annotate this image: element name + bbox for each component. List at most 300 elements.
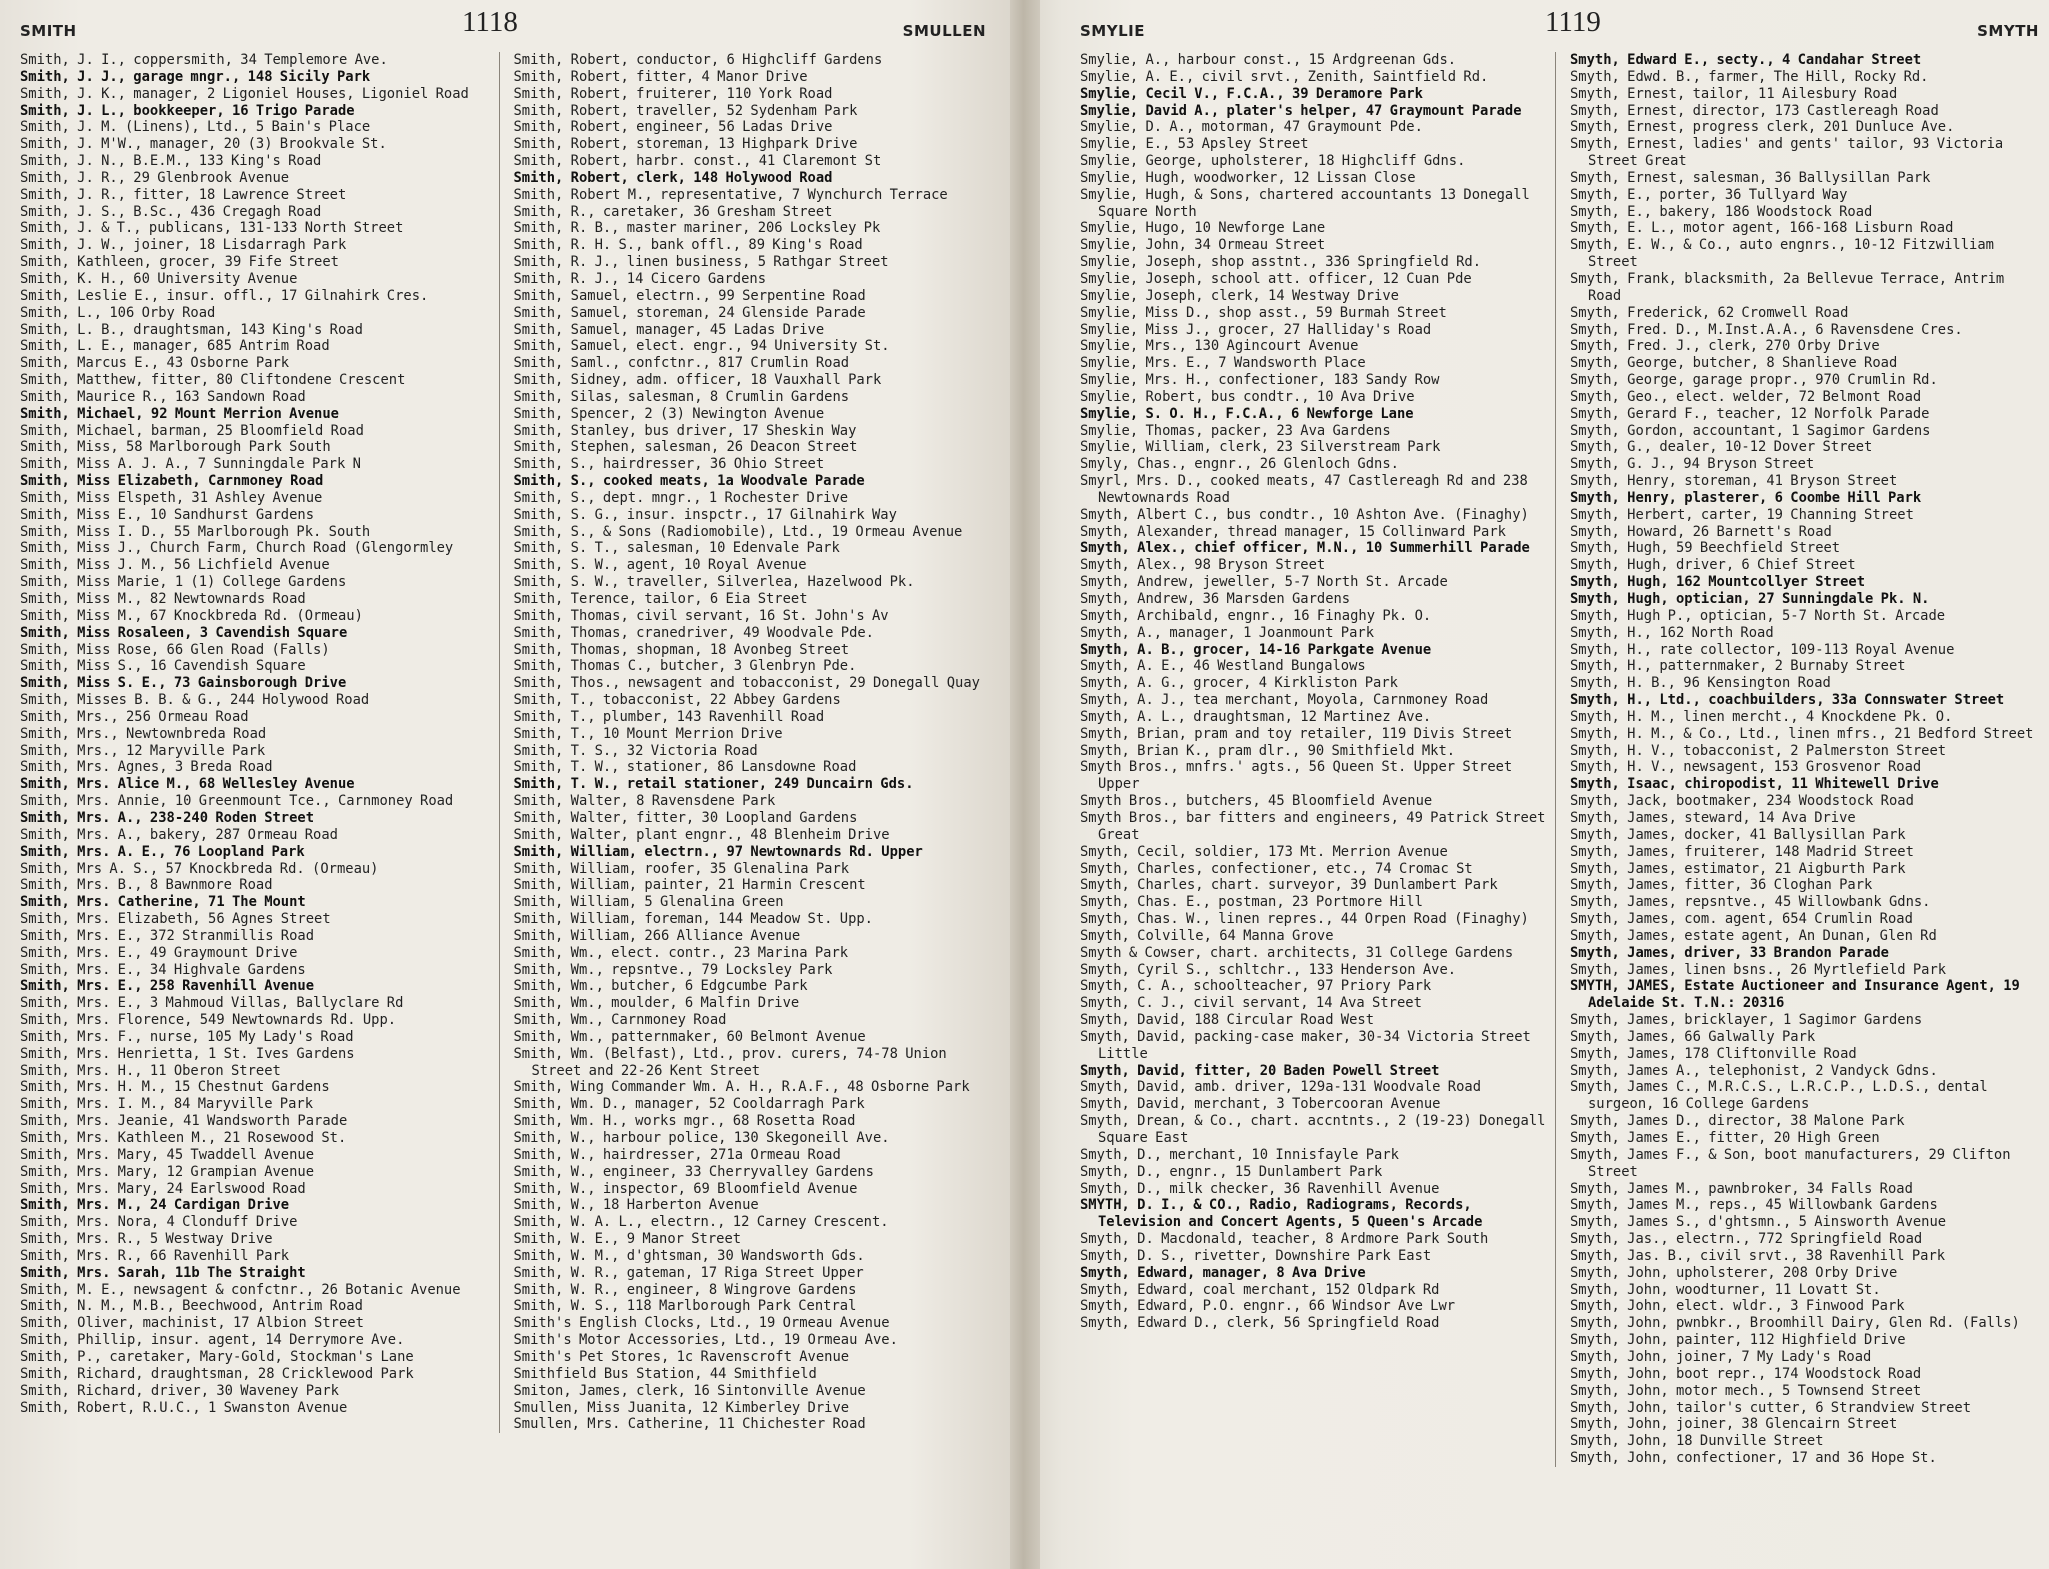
directory-entry: Smith, Mrs. Mary, 45 Twaddell Avenue (20, 1146, 315, 1163)
directory-entry: Smyth, H., rate collector, 109-113 Royal Avenue (1570, 641, 1955, 658)
directory-entry: Smullen, Mrs. Catherine, 11 Chichester Road (513, 1416, 866, 1433)
directory-entry: Smith, Marcus E., 43 Osborne Park (20, 355, 290, 372)
directory-entry: Smyth, Jack, bootmaker, 234 Woodstock Road (1570, 793, 1914, 810)
directory-entry: Smyth, David, amb. driver, 129a-131 Woodvale Road (1080, 1079, 1482, 1096)
directory-entry: Smith, Matthew, fitter, 80 Cliftondene Crescent (20, 372, 406, 389)
directory-entry: Smith, W. E., 9 Manor Street (513, 1231, 742, 1248)
directory-entry: Smyth, C. J., civil servant, 14 Ava Street (1080, 995, 1422, 1012)
directory-entry: Smith, J. R., fitter, 18 Lawrence Street (20, 186, 347, 203)
directory-entry: Smylie, Thomas, packer, 23 Ava Gardens (1080, 422, 1391, 439)
directory-entry: Smith, Wm. (Belfast), Ltd., prov. curers, 74-78 Union Street and 22-26 Kent Street (513, 1045, 947, 1079)
directory-entry: Smith, L. B., draughtsman, 143 King's Road (20, 321, 363, 338)
directory-entry: Smith, Thomas, civil servant, 16 St. John's Av (513, 607, 889, 624)
directory-entry: Smyth, Edward, manager, 8 Ava Drive (1080, 1264, 1366, 1281)
directory-entry: Smith, Michael, 92 Mount Merrion Avenue (20, 405, 339, 422)
directory-entry: Smith, Mrs. Mary, 24 Earlswood Road (20, 1180, 306, 1197)
directory-entry: Smylie, Mrs. E., 7 Wandsworth Place (1080, 355, 1366, 372)
directory-entry: Smith, Miss M., 82 Newtownards Road (20, 591, 306, 607)
directory-entry: Smyth, James A., telephonist, 2 Vandyck Gdns. (1570, 1062, 1938, 1079)
directory-entry: Smyth, H. M., & Co., Ltd., linen mfrs., 21 Bedford Street (1570, 725, 2034, 742)
directory-entry: Smith, Miss J., Church Farm, Church Road (Glengormley (20, 540, 454, 557)
directory-entry: Smyth, H. M., linen mercht., 4 Knockdene Pk. O. (1570, 708, 1953, 725)
directory-entry: Smith, Saml., confctnr., 817 Crumlin Road (513, 355, 850, 372)
directory-entry: Smyth, Edward, P.O. engnr., 66 Windsor Ave Lwr (1080, 1298, 1456, 1315)
directory-entry: Smith, Mrs. E., 49 Graymount Drive (20, 944, 298, 961)
directory-entry: Smyth, Frank, blacksmith, 2a Bellevue Terrace, Antrim Road (1570, 270, 2005, 304)
directory-entry: Smyth, Hugh, driver, 6 Chief Street (1570, 557, 1856, 574)
directory-entry: Smith, Robert, engineer, 56 Ladas Drive (513, 119, 833, 136)
directory-entry: Smyth, G. J., 94 Bryson Street (1570, 456, 1815, 473)
directory-entry: Smith, Robert, traveller, 52 Sydenham Park (513, 102, 858, 119)
directory-entry: SMYTH, JAMES, Estate Auctioneer and Insurance Agent, 19 Adelaide St. T.N.: 20316 (1570, 978, 2020, 1012)
directory-entry: Smith, Mrs. B., 8 Bawnmore Road (20, 877, 273, 894)
directory-entry: Smyth, James, linen bsns., 26 Myrtlefield Park (1570, 961, 1947, 978)
directory-entry: Smith, Mrs., Newtownbreda Road (20, 725, 267, 742)
directory-entry: Smith, Wm. D., manager, 52 Cooldarragh Park (513, 1096, 865, 1113)
directory-entry: Smyth, D., engnr., 15 Dunlambert Park (1080, 1163, 1383, 1180)
directory-entry: Smith, Mrs. Agnes, 3 Breda Road (20, 759, 273, 776)
directory-entry: Smylie, Hugh, woodworker, 12 Lissan Close (1080, 169, 1416, 186)
directory-entry: Smith, Miss Elspeth, 31 Ashley Avenue (20, 489, 323, 506)
directory-entry: Smyth, E. L., motor agent, 166-168 Lisburn Road (1570, 220, 1954, 237)
directory-entry: Smith, Mrs. R., 5 Westway Drive (20, 1231, 273, 1248)
directory-entry: Smylie, A., harbour const., 15 Ardgreenan Gds. (1080, 52, 1457, 68)
directory-entry: Smith, T., 10 Mount Merrion Drive (513, 725, 783, 742)
directory-entry: Smith, T. W., retail stationer, 249 Duncairn Gds. (513, 776, 914, 793)
directory-entry: Smyth, G., dealer, 10-12 Dover Street (1570, 439, 1873, 456)
directory-entry: Smyth, James, 66 Galwally Park (1570, 1028, 1816, 1045)
directory-entry: Smyth, A. E., 46 Westland Bungalows (1080, 658, 1366, 675)
directory-entry: Smyth, Charles, chart. surveyor, 39 Dunlambert Park (1080, 877, 1498, 894)
directory-entry: Smith, J. R., 29 Glenbrook Avenue (20, 169, 290, 186)
directory-entry: Smith, T., plumber, 143 Ravenhill Road (513, 708, 825, 725)
directory-entry: Smith's Motor Accessories, Ltd., 19 Ormeau Ave. (513, 1332, 898, 1349)
directory-entry: Smith, T. W., stationer, 86 Lansdowne Road (513, 759, 857, 776)
directory-entry: Smyth, James, fruiterer, 148 Madrid Street (1570, 843, 1914, 860)
directory-entry: Smyth, James C., M.R.C.S., L.R.C.P., L.D.S., dental surgeon, 16 College Gardens (1570, 1079, 1988, 1113)
header-right-guide: SMULLEN (902, 22, 986, 40)
directory-entry: Smyth, John, motor mech., 5 Townsend Street (1570, 1382, 1922, 1399)
directory-entry: Smith, S., cooked meats, 1a Woodvale Parade (513, 473, 865, 490)
directory-entry: Smyth, James, steward, 14 Ava Drive (1570, 809, 1856, 826)
directory-entry: Smith, Miss S., 16 Cavendish Square (20, 658, 306, 675)
directory-entry: Smith, Mrs. E., 258 Ravenhill Avenue (20, 978, 315, 995)
directory-entry: Smyth, D., merchant, 10 Innisfayle Park (1080, 1146, 1399, 1163)
directory-entry: Smith, Miss S. E., 73 Gainsborough Drive (20, 675, 347, 692)
page-header (20, 6, 986, 52)
directory-entry: Smylie, John, 34 Ormeau Street (1080, 237, 1326, 254)
directory-entry: Smith, Mrs. F., nurse, 105 My Lady's Road (20, 1028, 354, 1045)
directory-entry: Smyth, Hugh P., optician, 5-7 North St. Arcade (1570, 607, 1946, 624)
directory-entry: Smith, Wm., repsntve., 79 Locksley Park (513, 961, 833, 978)
directory-entry: Smyth, Charles, confectioner, etc., 74 Cromac St (1080, 860, 1473, 877)
directory-entry: Smith, W., engineer, 33 Cherryvalley Gardens (513, 1163, 874, 1180)
directory-entry: Smith, William, roofer, 35 Glenalina Park (513, 860, 850, 877)
directory-entry: Smyrl, Mrs. D., cooked meats, 47 Castlereagh Rd and 238 Newtownards Road (1080, 473, 1528, 506)
directory-entry: Smith, Mrs. Alice M., 68 Wellesley Avenue (20, 776, 355, 793)
directory-entry: Smyth, E., porter, 36 Tullyard Way (1570, 186, 1848, 203)
directory-entry: Smyth, E., bakery, 186 Woodstock Road (1570, 203, 1873, 220)
directory-entry: Smyth, C. A., schoolteacher, 97 Priory Park (1080, 978, 1432, 995)
directory-entry: Smyth, James, com. agent, 654 Crumlin Road (1570, 911, 1913, 928)
directory-entry: Smith, Samuel, elect. engr., 94 University St. (513, 338, 890, 355)
directory-entry: Smith, Maurice R., 163 Sandown Road (20, 388, 306, 405)
directory-entry: Smyth, Jas. B., civil srvt., 38 Ravenhill Park (1570, 1247, 1946, 1264)
directory-entry: Smyth, Alex., chief officer, M.N., 10 Summerhill Parade (1080, 540, 1530, 557)
directory-entry: Smyth, Ernest, salesman, 36 Ballysillan Park (1570, 169, 1931, 186)
directory-entry: Smith, Mrs. Mary, 12 Grampian Avenue (20, 1163, 315, 1180)
directory-entry: Smyth, David, merchant, 3 Tobercooran Avenue (1080, 1096, 1441, 1113)
column-1 (20, 52, 500, 1433)
directory-entry: Smith, Mrs. E., 34 Highvale Gardens (20, 961, 306, 978)
directory-entry: Smith, Oliver, machinist, 17 Albion Street (20, 1315, 364, 1332)
directory-entry: Smith, S., dept. mngr., 1 Rochester Drive (513, 489, 849, 506)
page-right (1010, 0, 2049, 1569)
directory-entry: Smyth, Ernest, ladies' and gents' tailor, 93 Victoria Street Great (1570, 136, 2004, 170)
directory-entry: Smith, Mrs. Sarah, 11b The Straight (20, 1264, 306, 1281)
directory-entry: Smyth, Hugh, 59 Beechfield Street (1570, 540, 1841, 557)
directory-entry: Smith, Mrs. Kathleen M., 21 Rosewood St. (20, 1130, 347, 1146)
directory-entry: Smyth, Ernest, tailor, 11 Ailesbury Road (1570, 85, 1898, 102)
directory-entry: Smith, Thomas, cranedriver, 49 Woodvale Pde. (513, 624, 874, 641)
directory-entry: Smith, R. J., linen business, 5 Rathgar Street (513, 254, 889, 271)
directory-entry: SMYTH, D. I., & CO., Radio, Radiograms, Records, Television and Concert Agents, 5 Queen's Arcade (1080, 1197, 1483, 1231)
directory-entry: Smyth, D., milk checker, 36 Ravenhill Avenue (1080, 1180, 1440, 1197)
directory-entry: Smith, W. A. L., electrn., 12 Carney Crescent. (513, 1214, 889, 1231)
page-number: 1118 (462, 6, 518, 38)
directory-entry: Smyth, James E., fitter, 20 High Green (1570, 1130, 1880, 1146)
directory-entry: Smyth, James M., pawnbroker, 34 Falls Road (1570, 1180, 1913, 1197)
directory-entry: Smylie, Hugh, & Sons, chartered accountants 13 Donegall Square North (1080, 186, 1530, 220)
directory-entry: Smith, J. M'W., manager, 20 (3) Brookvale St. (20, 136, 387, 153)
directory-entry: Smith, Mrs. Henrietta, 1 St. Ives Gardens (20, 1045, 355, 1062)
directory-entry: Smith, Miss, 58 Marlborough Park South (20, 439, 331, 456)
directory-entry: Smyth, John, elect. wldr., 3 Finwood Park (1570, 1298, 1905, 1315)
directory-entry: Smyth, Cecil, soldier, 173 Mt. Merrion Avenue (1080, 843, 1448, 860)
directory-entry: Smith, J. I., coppersmith, 34 Templemore Ave. (20, 52, 388, 68)
directory-entry: Smyth, Edward D., clerk, 56 Springfield Road (1080, 1315, 1440, 1332)
directory-entry: Smyth, James, estate agent, An Dunan, Glen Rd (1570, 927, 1937, 944)
directory-entry: Smith, Mrs. Elizabeth, 56 Agnes Street (20, 911, 331, 928)
directory-entry: Smyth, A. J., tea merchant, Moyola, Carnmoney Road (1080, 692, 1489, 709)
directory-entry: Smyth, James, bricklayer, 1 Sagimor Gardens (1570, 1012, 1923, 1029)
directory-entry: Smith, Walter, fitter, 30 Loopland Gardens (513, 809, 858, 826)
directory-entry: Smyth, David, 188 Circular Road West (1080, 1012, 1375, 1029)
directory-entry: Smith, Miss Rosaleen, 3 Cavendish Square (20, 624, 348, 641)
directory-entry: Smyth, Edward, coal merchant, 152 Oldpark Rd (1080, 1281, 1440, 1298)
directory-entry: Smyth, James, docker, 41 Ballysillan Park (1570, 826, 1906, 843)
directory-entry: Smyth, Albert C., bus condtr., 10 Ashton Ave. (Finaghy) (1080, 506, 1529, 523)
directory-entry: Smylie, Joseph, shop asstnt., 336 Springfield Rd. (1080, 254, 1482, 271)
directory-entry: Smith, W. R., gateman, 17 Riga Street Upper (513, 1264, 864, 1281)
directory-entry: Smyth, Edwd. B., farmer, The Hill, Rocky Rd. (1570, 68, 1929, 85)
directory-entry: Smyth, James F., & Son, boot manufacturers, 29 Clifton Street (1570, 1146, 2011, 1180)
directory-entry: Smylie, A. E., civil srvt., Zenith, Saintfield Rd. (1080, 68, 1489, 85)
directory-entry: Smyth, Herbert, carter, 19 Channing Street (1570, 506, 1914, 523)
directory-entry: Smith, T. S., 32 Victoria Road (513, 742, 758, 759)
directory-entry: Smith, S., hairdresser, 36 Ohio Street (513, 456, 825, 473)
directory-entry: Smyth, Chas. E., postman, 23 Portmore Hill (1080, 894, 1423, 911)
directory-entry: Smith, S. W., agent, 10 Royal Avenue (513, 557, 807, 574)
directory-entry: Smylie, Hugo, 10 Newforge Lane (1080, 220, 1326, 237)
directory-entry: Smith, Robert, fruiterer, 110 York Road (513, 85, 833, 102)
directory-entry: Smith, J. W., joiner, 18 Lisdarragh Park (20, 237, 347, 254)
directory-entry: Smith, Mrs. Annie, 10 Greenmount Tce., Carnmoney Road (20, 793, 454, 810)
directory-entry: Smyth, James, fitter, 36 Cloghan Park (1570, 877, 1873, 894)
directory-entry: Smyth, H., patternmaker, 2 Burnaby Street (1570, 658, 1906, 675)
directory-entry: Smith, J. L., bookkeeper, 16 Trigo Parade (20, 102, 355, 119)
directory-entry: Smith, W. M., d'ghtsman, 30 Wandsworth Gds. (513, 1247, 865, 1264)
directory-entry: Smith, Mrs. H., 11 Oberon Street (20, 1062, 281, 1079)
directory-entry: Smith, R. H. S., bank offl., 89 King's Road (513, 237, 863, 254)
directory-entry: Smith, Mrs. Florence, 549 Newtownards Rd. Upp. (20, 1012, 397, 1029)
directory-entry: Smith's Pet Stores, 1c Ravenscroft Avenue (513, 1348, 850, 1365)
directory-entry: Smyth, James S., d'ghtsmn., 5 Ainsworth Avenue (1570, 1214, 1947, 1231)
directory-entry: Smith, Leslie E., insur. offl., 17 Gilnahirk Cres. (20, 287, 429, 304)
directory-entry: Smith, Mrs. Jeanie, 41 Wandsworth Parade (20, 1113, 348, 1130)
column-2 (514, 52, 987, 1433)
directory-entry: Smyth Bros., bar fitters and engineers, 49 Patrick Street Great (1080, 809, 1546, 843)
directory-entry: Smyth, H., Ltd., coachbuilders, 33a Connswater Street (1570, 692, 2005, 709)
directory-entry: Smith, Wm. H., works mgr., 68 Rosetta Road (513, 1113, 856, 1130)
header-left-guide: SMYLIE (1080, 22, 1145, 40)
directory-entry: Smith, Mrs. E., 3 Mahmoud Villas, Ballyclare Rd (20, 995, 404, 1012)
page-left (0, 0, 1010, 1569)
directory-entry: Smith, Miss J. M., 56 Lichfield Avenue (20, 557, 330, 574)
directory-entry: Smith, Thomas C., butcher, 3 Glenbryn Pde. (513, 658, 857, 675)
directory-entry: Smyth, Brian K., pram dlr., 90 Smithfield Mkt. (1080, 742, 1456, 759)
directory-entry: Smith, Misses B. B. & G., 244 Holywood Road (20, 692, 370, 709)
directory-entry: Smith, R., caretaker, 36 Gresham Street (513, 203, 833, 220)
directory-entry: Smyth, Gordon, accountant, 1 Sagimor Gardens (1570, 422, 1931, 439)
directory-entry: Smith, Wm., elect. contr., 23 Marina Park (513, 944, 849, 961)
directory-entry: Smith, Miss A. J. A., 7 Sunningdale Park N (20, 456, 361, 473)
directory-entry: Smith, William, foreman, 144 Meadow St. Upp. (513, 911, 873, 928)
directory-entry: Smith, Mrs A. S., 57 Knockbreda Rd. (Ormeau) (20, 860, 379, 877)
directory-entry: Smyth, Henry, plasterer, 6 Coombe Hill Park (1570, 489, 1922, 506)
header-left-guide: SMITH (20, 22, 77, 40)
directory-entry: Smith, J. K., manager, 2 Ligoniel Houses, Ligoniel Road (20, 85, 469, 102)
directory-entry: Smith, Mrs. A., bakery, 287 Ormeau Road (20, 826, 338, 843)
directory-entry: Smith, Miss Rose, 66 Glen Road (Falls) (20, 641, 330, 658)
directory-entry: Smith, Robert, conductor, 6 Highcliff Gardens (513, 52, 883, 68)
directory-entry: Smith, Thos., newsagent and tobacconist, 29 Donegall Quay (513, 675, 980, 692)
directory-entry: Smyth, Jas., electrn., 772 Springfield Road (1570, 1231, 1923, 1248)
directory-entry: Smyth, John, joiner, 38 Glencairn Street (1570, 1416, 1898, 1433)
directory-entry: Smith, S., & Sons (Radiomobile), Ltd., 19 Ormeau Avenue (513, 523, 963, 540)
directory-entry: Smyth, Isaac, chiropodist, 11 Whitewell Drive (1570, 776, 1939, 793)
directory-entry: Smyth, A. L., draughtsman, 12 Martinez Ave. (1080, 708, 1432, 725)
directory-entry: Smyth, H. V., tobacconist, 2 Palmerston Street (1570, 742, 1947, 759)
directory-entry: Smithfield Bus Station, 44 Smithfield (513, 1365, 817, 1382)
directory-entry: Smylie, Robert, bus condtr., 10 Ava Drive (1080, 388, 1415, 405)
directory-entry: Smyth, Archibald, engnr., 16 Finaghy Pk. O. (1080, 607, 1432, 624)
directory-entry: Smyth, Hugh, optician, 27 Sunningdale Pk. N. (1570, 591, 1930, 607)
directory-entry: Smith, Mrs. M., 24 Cardigan Drive (20, 1197, 290, 1214)
directory-entry: Smith, Silas, salesman, 8 Crumlin Gardens (513, 388, 850, 405)
directory-entry: Smylie, S. O. H., F.C.A., 6 Newforge Lane (1080, 405, 1414, 422)
directory-entry: Smith, L. E., manager, 685 Antrim Road (20, 338, 330, 355)
directory-entry: Smylie, Joseph, clerk, 14 Westway Drive (1080, 287, 1399, 304)
directory-entry: Smyly, Chas., engnr., 26 Glenloch Gdns. (1080, 456, 1399, 473)
column-2 (1570, 52, 2039, 1467)
directory-entry: Smith, Spencer, 2 (3) Newington Avenue (513, 405, 825, 422)
directory-entry: Smith, J. J., garage mngr., 148 Sicily Park (20, 68, 371, 85)
directory-entry: Smyth, Cyril S., schltchr., 133 Henderson Ave. (1080, 961, 1457, 978)
directory-entry: Smyth & Cowser, chart. architects, 31 College Gardens (1080, 944, 1514, 961)
directory-entry: Smyth, James, driver, 33 Brandon Parade (1570, 944, 1889, 961)
directory-entry: Smyth, John, 18 Dunville Street (1570, 1433, 1824, 1450)
directory-entry: Smith, W., 18 Harberton Avenue (513, 1197, 759, 1214)
directory-entry: Smith, Walter, plant engnr., 48 Blenheim Drive (513, 826, 890, 843)
directory-entry: Smylie, Mrs., 130 Agincourt Avenue (1080, 338, 1359, 355)
directory-entry: Smith, Robert, storeman, 13 Highpark Drive (513, 136, 858, 153)
header-right-guide: SMYTH (1977, 22, 2039, 40)
directory-entry: Smylie, Joseph, school att. officer, 12 Cuan Pde (1080, 270, 1472, 287)
directory-entry: Smith, Mrs. H. M., 15 Chestnut Gardens (20, 1079, 330, 1096)
directory-entry: Smith, W., harbour police, 130 Skegoneill Ave. (513, 1130, 890, 1146)
directory-entry: Smyth Bros., mnfrs.' agts., 56 Queen St. Upper Street Upper (1080, 759, 1513, 793)
directory-entry: Smyth, Edward E., secty., 4 Candahar Street (1570, 52, 1922, 68)
directory-entry: Smith, Wing Commander Wm. A. H., R.A.F., 48 Osborne Park (513, 1079, 970, 1096)
directory-entry: Smith, Mrs. Nora, 4 Clonduff Drive (20, 1214, 298, 1231)
directory-entry: Smith, Mrs. A. E., 76 Loopland Park (20, 843, 305, 860)
directory-entry: Smith, Richard, driver, 30 Waveney Park (20, 1382, 339, 1399)
directory-entry: Smith, R. J., 14 Cicero Gardens (513, 270, 766, 287)
directory-entry: Smith, Miss Marie, 1 (1) College Gardens (20, 574, 347, 591)
page-header (1080, 6, 2039, 52)
directory-entry: Smyth, John, joiner, 7 My Lady's Road (1570, 1348, 1872, 1365)
directory-entry: Smith, William, electrn., 97 Newtownards Rd. Upper (513, 843, 923, 860)
directory-entry: Smyth, Fred. D., M.Inst.A.A., 6 Ravensdene Cres. (1570, 321, 1963, 338)
directory-entry: Smyth, John, tailor's cutter, 6 Strandview Street (1570, 1399, 1972, 1416)
directory-entry: Smith, Terence, tailor, 6 Eia Street (513, 591, 808, 607)
directory-entry: Smith, Wm., patternmaker, 60 Belmont Avenue (513, 1028, 866, 1045)
directory-entry: Smith, Phillip, insur. agent, 14 Derrymore Ave. (20, 1332, 405, 1349)
directory-entry: Smylie, William, clerk, 23 Silverstream Park (1080, 439, 1441, 456)
directory-entry: Smith, K. H., 60 University Avenue (20, 270, 298, 287)
directory-entry: Smith, Mrs. Catherine, 71 The Mount (20, 894, 306, 911)
directory-entry: Smith, T., tobacconist, 22 Abbey Gardens (513, 692, 841, 709)
directory-entry: Smyth, A. B., grocer, 14-16 Parkgate Avenue (1080, 641, 1432, 658)
directory-entry: Smylie, Miss J., grocer, 27 Halliday's Road (1080, 321, 1432, 338)
directory-entry: Smith, Mrs. R., 66 Ravenhill Park (20, 1247, 290, 1264)
directory-entry: Smylie, Mrs. H., confectioner, 183 Sandy Row (1080, 372, 1440, 389)
directory-entry: Smith, Robert M., representative, 7 Wynchurch Terrace (513, 186, 948, 203)
directory-entry: Smith, W., hairdresser, 271a Ormeau Road (513, 1146, 841, 1163)
directory-entry: Smyth, Alex., 98 Bryson Street (1080, 557, 1326, 574)
directory-entry: Smith, Miss M., 67 Knockbreda Rd. (Ormeau) (20, 607, 363, 624)
directory-entry: Smith, J. N., B.E.M., 133 King's Road (20, 153, 322, 170)
directory-entry: Smyth, James M., reps., 45 Willowbank Gardens (1570, 1197, 1938, 1214)
directory-entry: Smyth, Frederick, 62 Cromwell Road (1570, 304, 1849, 321)
directory-entry: Smyth, John, pwnbkr., Broomhill Dairy, Glen Rd. (Falls) (1570, 1315, 2020, 1332)
directory-entry: Smyth, John, woodturner, 11 Lovatt St. (1570, 1281, 1881, 1298)
columns (1080, 52, 2039, 1467)
directory-entry: Smith, Sidney, adm. officer, 18 Vauxhall Park (513, 372, 882, 389)
page-number: 1119 (1545, 6, 1601, 38)
directory-entry: Smith, Stanley, bus driver, 17 Sheskin Way (513, 422, 857, 439)
directory-entry: Smith, Kathleen, grocer, 39 Fife Street (20, 254, 339, 271)
directory-entry: Smyth, Fred. J., clerk, 270 Orby Drive (1570, 338, 1880, 355)
directory-entry: Smith, Thomas, shopman, 18 Avonbeg Street (513, 641, 850, 658)
directory-entry: Smith, J. S., B.Sc., 436 Cregagh Road (20, 203, 322, 220)
directory-entry: Smyth, Henry, storeman, 41 Bryson Street (1570, 473, 1898, 490)
directory-entry: Smith's English Clocks, Ltd., 19 Ormeau Avenue (513, 1315, 890, 1332)
directory-entry: Smyth, Ernest, director, 173 Castlereagh Road (1570, 102, 1939, 119)
directory-entry: Smith, J. & T., publicans, 131-133 North Street (20, 220, 404, 237)
directory-entry: Smyth, James D., director, 38 Malone Park (1570, 1113, 1905, 1130)
directory-entry: Smyth, Brian, pram and toy retailer, 119 Divis Street (1080, 725, 1513, 742)
directory-entry: Smyth, H. V., newsagent, 153 Grosvenor Road (1570, 759, 1922, 776)
columns (20, 52, 986, 1433)
directory-entry: Smith, William, 266 Alliance Avenue (513, 927, 801, 944)
directory-entry: Smyth, George, butcher, 8 Shanlieve Road (1570, 355, 1898, 372)
directory-entry: Smith, Robert, fitter, 4 Manor Drive (513, 68, 808, 85)
directory-entry: Smith, Miss Elizabeth, Carnmoney Road (20, 473, 324, 490)
directory-entry: Smith, Samuel, manager, 45 Ladas Drive (513, 321, 825, 338)
directory-entry: Smith, Richard, draughtsman, 28 Cricklewood Park (20, 1365, 414, 1382)
directory-entry: Smyth, John, upholsterer, 208 Orby Drive (1570, 1264, 1898, 1281)
directory-entry: Smylie, Miss D., shop asst., 59 Burmah Street (1080, 304, 1447, 321)
directory-entry: Smyth, Howard, 26 Barnett's Road (1570, 523, 1832, 540)
directory-entry: Smith, Wm., Carnmoney Road (513, 1012, 727, 1029)
directory-entry: Smith, Michael, barman, 25 Bloomfield Road (20, 422, 364, 439)
directory-entry: Smyth, A., manager, 1 Joanmount Park (1080, 624, 1375, 641)
directory-entry: Smith, Robert, harbr. const., 41 Claremont St (513, 153, 882, 170)
directory-entry: Smith, R. B., master mariner, 206 Locksley Pk (513, 220, 881, 237)
directory-entry: Smylie, E., 53 Apsley Street (1080, 136, 1309, 153)
directory-entry: Smyth, Colville, 64 Manna Grove (1080, 927, 1334, 944)
directory-entry: Smyth, D. Macdonald, teacher, 8 Ardmore Park South (1080, 1231, 1489, 1248)
directory-entry: Smyth, Andrew, jeweller, 5-7 North St. Arcade (1080, 574, 1448, 591)
directory-entry: Smylie, D. A., motorman, 47 Graymount Pde. (1080, 119, 1423, 136)
directory-entry: Smyth, James, 178 Cliftonville Road (1570, 1045, 1857, 1062)
directory-entry: Smyth, Geo., elect. welder, 72 Belmont Road (1570, 388, 1922, 405)
directory-entry: Smith, N. M., M.B., Beechwood, Antrim Road (20, 1298, 363, 1315)
directory-entry: Smiton, James, clerk, 16 Sintonville Avenue (513, 1382, 866, 1399)
directory-entry: Smyth, Chas. W., linen repres., 44 Orpen Road (Finaghy) (1080, 911, 1529, 928)
directory-entry: Smyth, John, confectioner, 17 and 36 Hope St. (1570, 1450, 1937, 1467)
directory-entry: Smyth, Ernest, progress clerk, 201 Dunluce Ave. (1570, 119, 1955, 136)
directory-entry: Smyth, John, painter, 112 Highfield Drive (1570, 1332, 1906, 1349)
directory-entry: Smyth, Alexander, thread manager, 15 Collinward Park (1080, 523, 1506, 540)
directory-entry: Smith, Mrs. A., 238-240 Roden Street (20, 809, 315, 826)
directory-entry: Smith, Robert, R.U.C., 1 Swanston Avenue (20, 1399, 348, 1416)
directory-entry: Smith, W. S., 118 Marlborough Park Central (513, 1298, 857, 1315)
directory-entry: Smith, Mrs. E., 372 Stranmillis Road (20, 927, 315, 944)
directory-entry: Smyth, Drean, & Co., chart. accntnts., 2 (19-23) Donegall Square East (1080, 1113, 1546, 1146)
directory-entry: Smyth, George, garage propr., 970 Crumlin Rd. (1570, 372, 1938, 389)
directory-entry: Smyth, H., 162 North Road (1570, 624, 1774, 641)
directory-entry: Smith, P., caretaker, Mary-Gold, Stockman's Lane (20, 1348, 414, 1365)
directory-entry: Smylie, David A., plater's helper, 47 Graymount Parade (1080, 102, 1522, 119)
directory-entry: Smith, Samuel, storeman, 24 Glenside Parade (513, 304, 866, 321)
directory-entry: Smyth, David, packing-case maker, 30-34 Victoria Street Little (1080, 1028, 1531, 1062)
directory-entry: Smylie, Cecil V., F.C.A., 39 Deramore Park (1080, 85, 1423, 102)
column-1 (1080, 52, 1556, 1467)
directory-entry: Smyth, E. W., & Co., auto engnrs., 10-12 Fitzwilliam Street (1570, 237, 1994, 271)
directory-entry: Smith, S. G., insur. inspctr., 17 Gilnahirk Way (513, 506, 897, 523)
directory-entry: Smith, Mrs., 256 Ormeau Road (20, 708, 249, 725)
book-gutter (1010, 0, 1040, 1569)
directory-entry: Smith, W., inspector, 69 Bloomfield Avenue (513, 1180, 858, 1197)
directory-entry: Smith, Samuel, electrn., 99 Serpentine Road (513, 287, 866, 304)
directory-entry: Smith, Robert, clerk, 148 Holywood Road (513, 169, 833, 186)
directory-entry: Smith, M. E., newsagent & confctnr., 26 Botanic Avenue (20, 1281, 461, 1298)
directory-entry: Smith, Wm., butcher, 6 Edgcumbe Park (513, 978, 808, 995)
directory-entry: Smylie, George, upholsterer, 18 Highcliff Gdns. (1080, 153, 1466, 170)
